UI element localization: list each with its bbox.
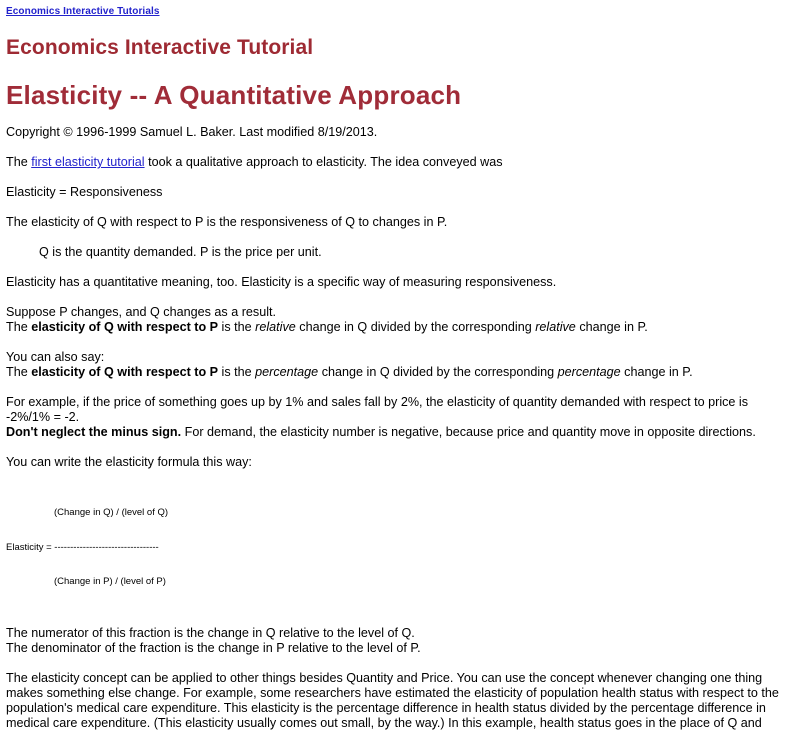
- copyright-line: Copyright © 1996-1999 Samuel L. Baker. Last modified 8/19/2013.: [6, 125, 378, 139]
- elasticity-definition-line: The elasticity of Q with respect to P is the responsiveness of Q to changes in P.: [6, 215, 448, 229]
- percentage-line-2-e: change in Q divided by the corresponding: [318, 365, 558, 379]
- relative-line-2-c: is the: [218, 320, 256, 334]
- page-title: Elasticity -- A Quantitative Approach: [6, 80, 462, 110]
- elasticity-formula: [6, 484, 788, 611]
- breadcrumb: [6, 3, 788, 18]
- tutorial-heading: Economics Interactive Tutorial: [6, 36, 314, 59]
- intro-line-1: [6, 155, 788, 170]
- formula-numerator: (Change in Q) / (level of Q): [54, 507, 169, 518]
- first-elasticity-tutorial-link[interactable]: first elasticity tutorial: [31, 155, 145, 169]
- relative-line-2-bold: elasticity of Q with respect to P: [31, 320, 219, 334]
- example-paragraph: [6, 395, 788, 440]
- intro-line-1-pre: The: [6, 155, 32, 169]
- intro-line-1-post: took a qualitative approach to elasticity. The idea conveyed was: [144, 155, 503, 169]
- percentage-change-paragraph: [6, 350, 788, 380]
- relative-change-paragraph: [6, 305, 788, 335]
- numerator-description: The numerator of this fraction is the change in Q relative to the level of Q.: [6, 625, 415, 640]
- percentage-line-2-g: change in P.: [620, 365, 693, 379]
- formula-intro-line: You can write the elasticity formula this way:: [6, 455, 252, 469]
- relative-italic-1: relative: [255, 320, 296, 334]
- relative-line-2-e: change in Q divided by the corresponding: [295, 320, 536, 334]
- formula-label-and-bar: Elasticity = ---------------------------------: [6, 541, 159, 553]
- percentage-line-1: You can also say:: [6, 350, 105, 364]
- formula-denominator: (Change in P) / (level of P): [54, 576, 166, 587]
- percentage-line-2-c: is the: [218, 365, 256, 379]
- minus-sign-warning: Don't neglect the minus sign.: [6, 425, 182, 439]
- percentage-italic-2: percentage: [557, 365, 621, 379]
- relative-italic-2: relative: [535, 320, 576, 334]
- numerator-denominator-explanation: [6, 626, 788, 656]
- denominator-description: The denominator of the fraction is the change in P relative to the level of P.: [6, 640, 421, 655]
- application-paragraph: The elasticity concept can be applied to other things besides Quantity and Price. You can use the concept whenever changing one thing makes something else change. For example, some researchers have estimated the elasticity of population health status with respect to the population's medical care expenditure. This elasticity is the percentage difference in health status divided by the percentage difference in medical care expenditure. (This elasticity usually comes out small, by the way.) In this example, health status goes in the place of Q and: [6, 670, 779, 730]
- relative-line-2-a: The: [6, 320, 32, 334]
- economics-interactive-tutorials-link[interactable]: Economics Interactive Tutorials: [6, 6, 160, 17]
- elasticity-equals-responsiveness: Elasticity = Responsiveness: [6, 185, 163, 199]
- percentage-line-2-a: The: [6, 365, 32, 379]
- percentage-line-2-bold: elasticity of Q with respect to P: [31, 365, 219, 379]
- percentage-italic-1: percentage: [255, 365, 319, 379]
- q-and-p-definition: Q is the quantity demanded. P is the price per unit.: [39, 245, 322, 259]
- relative-line-1: Suppose P changes, and Q changes as a result.: [6, 305, 277, 319]
- example-line-2-rest: For demand, the elasticity number is negative, because price and quantity move in opposite directions.: [181, 425, 756, 439]
- example-line-1: For example, if the price of something goes up by 1% and sales fall by 2%, the elasticity of quantity demanded with respect to price is -2%/1% = -2.: [6, 395, 749, 424]
- quantitative-meaning-line: Elasticity has a quantitative meaning, too. Elasticity is a specific way of measuring responsiveness.: [6, 275, 557, 289]
- relative-line-2-g: change in P.: [575, 320, 648, 334]
